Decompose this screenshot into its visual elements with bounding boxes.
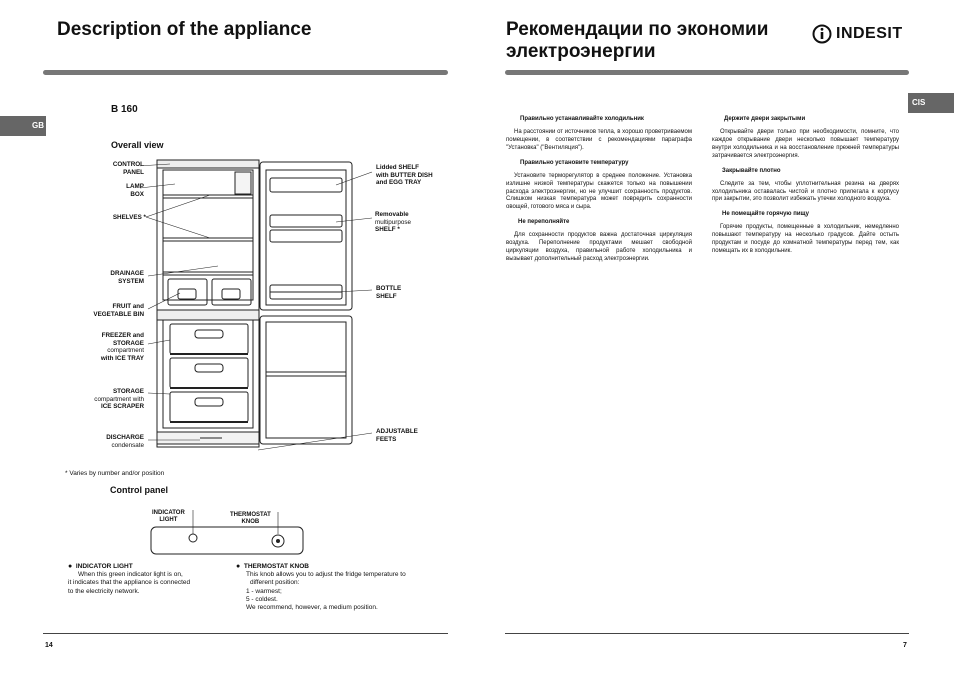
label-discharge: DISCHARGE condensate (106, 434, 144, 449)
footnote: * Varies by number and/or position (65, 470, 165, 477)
title-divider-left (43, 70, 448, 75)
indicator-light-description: ● INDICATOR LIGHT When this green indicator light is on, it indicates that the appliance is connected to the electricity network. (68, 563, 191, 595)
label-storage-scraper: STORAGE compartment with ICE SCRAPER (94, 388, 144, 411)
language-tab-cis: CIS (908, 93, 954, 113)
tip-heading: Не переполняйте (518, 219, 570, 226)
tip-heading: Держите двери закрытыми (724, 116, 806, 122)
cp-label-thermostat: THERMOSTAT KNOB (230, 512, 271, 525)
footer-divider-right (505, 633, 909, 634)
indicator-light-icon (189, 534, 197, 542)
tips-column-2 (712, 115, 899, 256)
tip-text: Открывайте двери только при необходимости, помните, что каждое открывание двери несколько повышает температуру внутри холодильника и на восстановление прежней температуры затрачивается электроэнергия. (712, 129, 899, 159)
label-freezer-storage: FREEZER and STORAGE compartment with ICE TRAY (100, 332, 144, 362)
tip-text: На расстоянии от источников тепла, в хорошо проветриваемом помещении, в соответствии с рекомендациями параграфа "Установка" ("Вентиляция"). (506, 129, 692, 151)
page-title-right: Рекомендации по экономии электроэнергии (506, 19, 769, 62)
fridge-cabinet (157, 160, 259, 447)
cp-label-indicator: INDICATOR LIGHT (152, 510, 185, 523)
thermostat-knob-description: ● THERMOSTAT KNOB This knob allows you to adjust the fridge temperature to different position: 1 - warmest; 5 - coldest. We recommend, however, a medium position. (236, 563, 406, 612)
model-heading: B 160 (111, 104, 138, 115)
lamp-box-shape (235, 172, 251, 194)
tip-text: Горячие продукты, помещенные в холодильник, немедленно повышают температуру на несколько градусов. Дайте остыть продуктам и посуде до комнатной температуры перед тем, как помещать их в холодильник. (712, 224, 899, 255)
control-panel-heading: Control panel (110, 485, 168, 495)
tip-heading: Правильно установите температуру (520, 159, 629, 166)
label-drainage-system: DRAINAGE SYSTEM (110, 270, 144, 285)
footer-divider-left (43, 633, 448, 634)
tip-text: Для сохранности продуктов важна достаточная циркуляция воздуха. Переполнение продуктами мешает свободной циркуляции воздуха, правильной работе холодильника и вызывает дополнительный расход электроэнергии. (506, 232, 692, 262)
page-number-right: 7 (903, 642, 907, 649)
label-adjustable-feets: ADJUSTABLE FEETS (376, 428, 418, 443)
label-lidded-shelf: Lidded SHELF with BUTTER DISH and EGG TRAY (376, 164, 433, 187)
tips-column-1 (506, 115, 692, 264)
indesit-logo-icon (812, 24, 832, 44)
tip-heading: Не помещайте горячую пищу (722, 211, 809, 218)
label-fruit-bin: FRUIT and VEGETABLE BIN (93, 303, 144, 318)
label-lamp-box: LAMP BOX (126, 183, 144, 198)
tip-heading: Закрывайте плотно (722, 167, 781, 174)
tip-heading: Правильно устанавливайте холодильник (520, 116, 644, 122)
label-bottle-shelf: BOTTLE SHELF (376, 285, 402, 300)
fridge-illustration (140, 150, 380, 462)
freezer-door-shape (260, 316, 352, 444)
label-shelves: SHELVES * (112, 214, 146, 221)
tip-text: Установите терморегулятор в среднее положение. Установка излишне низкой температуры скажется только на повышении расхода электроэнергии, но не улучшит сохранность продуктов. Слишком низкая температура может повредить сохранности овощей, готового мяса и сыра. (506, 172, 692, 211)
overall-view-heading: Overall view (111, 140, 164, 150)
title-divider-right (505, 70, 909, 75)
bullet-icon: ● (236, 563, 241, 570)
page-title-left: Description of the appliance (57, 19, 312, 40)
tip-text: Следите за тем, чтобы уплотнительная резина на дверях холодильника оставалась чистой и плотно прилегала к корпусу при закрытии, это позволит избежать утечки холодного воздуха. (712, 180, 899, 203)
label-control-panel: CONTROL PANEL (112, 161, 144, 176)
language-tab-gb: GB (0, 116, 46, 136)
page-number-left: 14 (45, 642, 53, 649)
label-removable-shelf: Removable multipurpose SHELF * (375, 211, 412, 234)
bullet-icon: ● (68, 563, 73, 570)
control-panel-diagram (148, 510, 308, 560)
indesit-logo: INDESIT (812, 21, 903, 47)
